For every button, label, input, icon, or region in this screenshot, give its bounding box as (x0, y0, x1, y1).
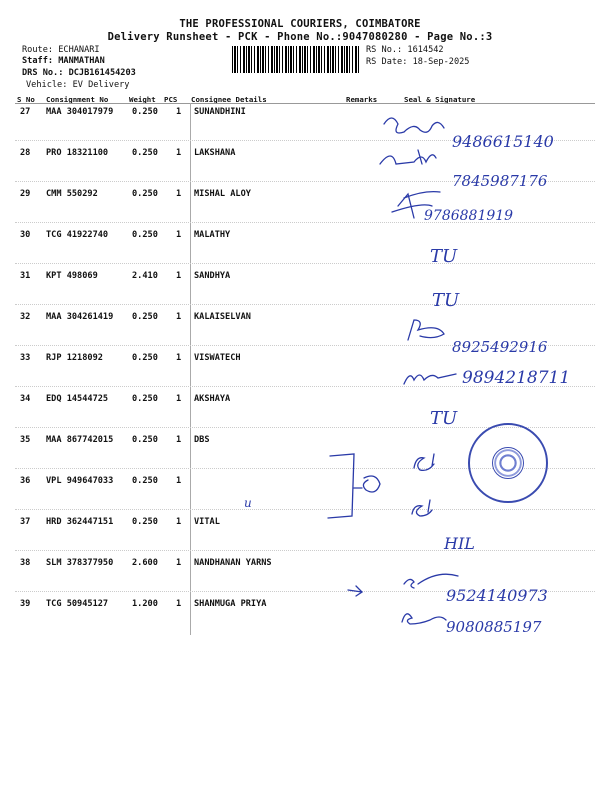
cell-consignment: MAA 304017979 (46, 107, 114, 117)
remark-34: TU (430, 408, 458, 429)
signature-32 (408, 320, 444, 340)
cell-sno: 37 (20, 517, 31, 527)
cell-consignee: KALAISELVAN (194, 312, 251, 322)
cell-consignee: SANDHYA (194, 271, 231, 281)
cell-sno: 34 (20, 394, 31, 404)
cell-weight: 0.250 (132, 148, 158, 158)
cell-consignment: SLM 378377950 (46, 558, 114, 568)
remark-30: TU (430, 246, 458, 267)
cell-consignment: TCG 41922740 (46, 230, 109, 240)
cell-pcs: 1 (176, 189, 182, 199)
cell-consignment: VPL 949647033 (46, 476, 114, 486)
cell-weight: 0.250 (132, 353, 158, 363)
cell-sno: 30 (20, 230, 31, 240)
signature-36 (412, 500, 432, 516)
cell-consignment: EDQ 14544725 (46, 394, 109, 404)
cell-weight: 0.250 (132, 230, 158, 240)
cell-sno: 38 (20, 558, 31, 568)
cell-pcs: 1 (176, 435, 182, 445)
cell-pcs: 1 (176, 353, 182, 363)
cell-weight: 0.250 (132, 394, 158, 404)
remark-31: TU (432, 290, 460, 311)
cell-pcs: 1 (176, 599, 182, 609)
col-pcs: PCS (164, 95, 178, 104)
arrow-mark (348, 586, 362, 596)
cell-pcs: 1 (176, 476, 182, 486)
rs-number: RS No.: 1614542 (366, 45, 444, 55)
col-sno: S No (17, 95, 35, 104)
phone-29: 9786881919 (424, 208, 514, 224)
cell-sno: 39 (20, 599, 31, 609)
cell-sno: 29 (20, 189, 31, 199)
cell-pcs: 1 (176, 517, 182, 527)
cell-consignee: VITAL (194, 517, 220, 527)
col-consignment: Consignment No (46, 95, 109, 104)
company-title: THE PROFESSIONAL COURIERS, COIMBATORE (179, 18, 421, 30)
signature-27 (384, 118, 444, 133)
cell-consignment: CMM 550292 (46, 189, 98, 199)
cell-weight: 0.250 (132, 107, 158, 117)
col-remarks: Remarks (346, 95, 378, 104)
col-seal-signature: Seal & Signature (404, 95, 476, 104)
cell-weight: 0.250 (132, 517, 158, 527)
signature-39 (402, 614, 446, 624)
route-label: Route: ECHANARI (22, 45, 100, 55)
cell-sno: 32 (20, 312, 31, 322)
cell-sno: 27 (20, 107, 31, 117)
phone-39: 9080885197 (446, 618, 542, 636)
phone-38: 9524140973 (446, 586, 548, 605)
signature-28 (380, 150, 436, 164)
bracket-mark (328, 454, 380, 518)
cell-consignment: MAA 867742015 (46, 435, 114, 445)
cell-pcs: 1 (176, 148, 182, 158)
cell-weight: 1.200 (132, 599, 158, 609)
cell-sno: 36 (20, 476, 31, 486)
cell-pcs: 1 (176, 394, 182, 404)
signature-35 (414, 454, 434, 470)
cell-consignee: MALATHY (194, 230, 231, 240)
cell-pcs: 1 (176, 312, 182, 322)
cell-weight: 0.250 (132, 435, 158, 445)
drs-number: DRS No.: DCJB161454203 (22, 68, 136, 78)
cell-pcs: 1 (176, 558, 182, 568)
cell-consignment: HRD 362447151 (46, 517, 114, 527)
col-weight: Weight (129, 95, 156, 104)
cell-consignment: TCG 50945127 (46, 599, 109, 609)
phone-28: 7845987176 (452, 172, 548, 190)
cell-consignee: DBS (194, 435, 210, 445)
cell-consignee: MISHAL ALOY (194, 189, 251, 199)
cell-pcs: 1 (176, 271, 182, 281)
cell-consignment: PRO 18321100 (46, 148, 109, 158)
signature-33 (404, 374, 456, 384)
cell-consignment: KPT 498069 (46, 271, 98, 281)
cell-weight: 0.250 (132, 476, 158, 486)
cell-consignment: RJP 1218092 (46, 353, 103, 363)
cell-consignee: SHANMUGA PRIYA (194, 599, 267, 609)
cell-weight: 2.410 (132, 271, 158, 281)
cell-consignee: AKSHAYA (194, 394, 231, 404)
rs-date: RS Date: 18-Sep-2025 (366, 57, 470, 67)
cell-consignee: NANDHANAN YARNS (194, 558, 272, 568)
staff-label: Staff: MANMATHAN (22, 56, 105, 66)
cell-weight: 0.250 (132, 189, 158, 199)
col-consignee: Consignee Details (191, 95, 267, 104)
cell-consignee: SUNANDHINI (194, 107, 246, 117)
note-36: u (244, 496, 252, 510)
phone-27: 9486615140 (452, 132, 554, 151)
cell-sno: 28 (20, 148, 31, 158)
phone-32: 8925492916 (452, 338, 548, 356)
cell-weight: 0.250 (132, 312, 158, 322)
cell-sno: 33 (20, 353, 31, 363)
remark-37: HIL (444, 534, 475, 553)
cell-weight: 2.600 (132, 558, 158, 568)
cell-consignee: LAKSHANA (194, 148, 236, 158)
runsheet-subtitle: Delivery Runsheet - PCK - Phone No.:9047080280 - Page No.:3 (107, 31, 493, 43)
cell-pcs: 1 (176, 230, 182, 240)
cell-sno: 35 (20, 435, 31, 445)
vehicle-label: Vehicle: EV Delivery (26, 80, 130, 90)
cell-pcs: 1 (176, 107, 182, 117)
cell-sno: 31 (20, 271, 31, 281)
cell-consignment: MAA 304261419 (46, 312, 114, 322)
phone-33: 9894218711 (462, 368, 571, 388)
cell-consignee: VISWATECH (194, 353, 241, 363)
